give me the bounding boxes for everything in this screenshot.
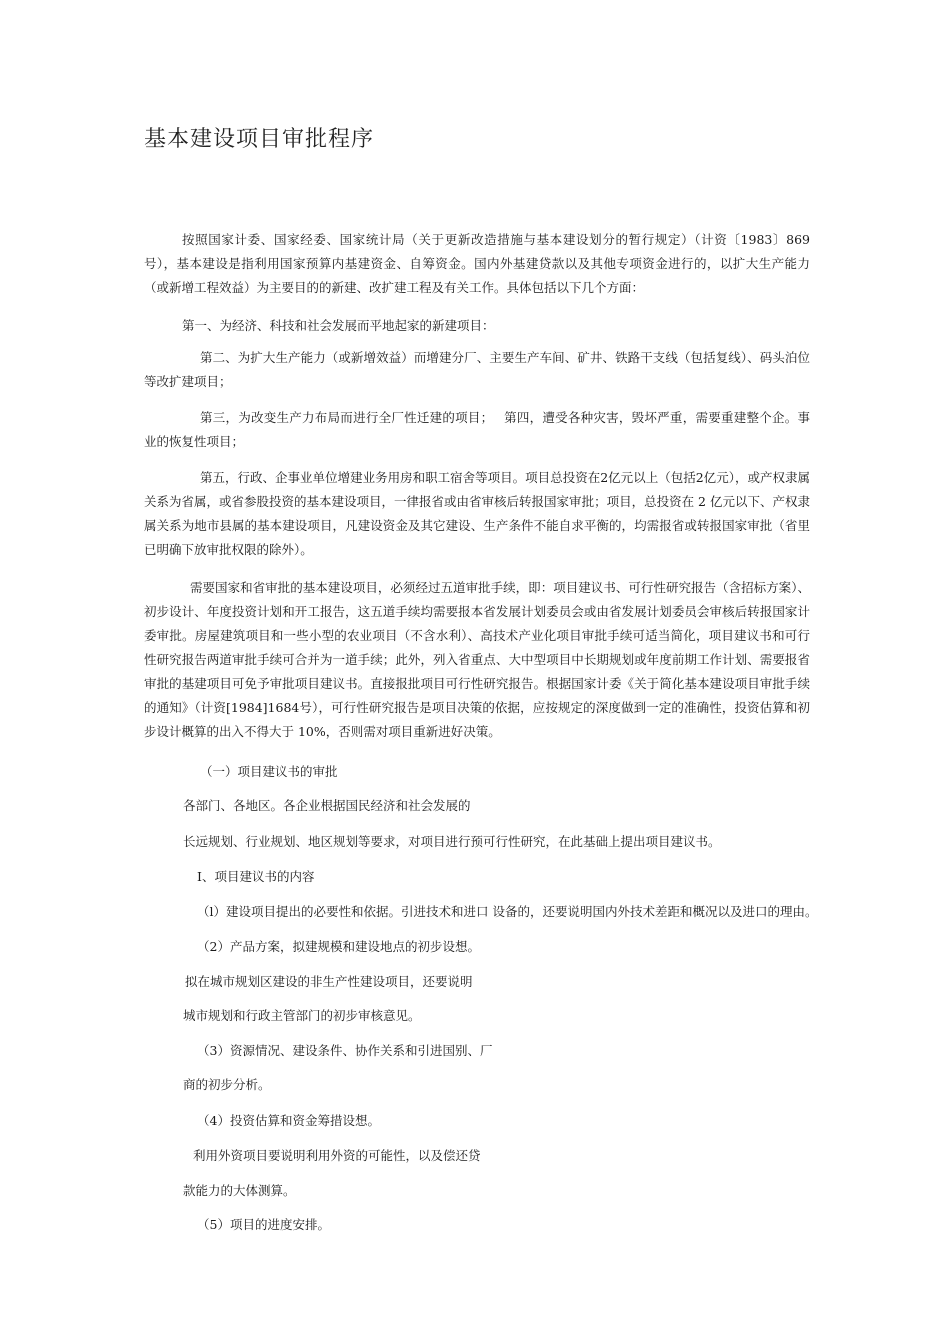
text-line: 款能力的大体测算。 xyxy=(183,1183,296,1198)
text-line: 利用外资项目要说明利用外资的可能性，以及偿还贷 xyxy=(193,1148,481,1163)
text-line: 城市规划和行政主管部门的初步审核意见。 xyxy=(183,1008,421,1023)
text-line: 长远规划、行业规划、地区规划等要求，对项目进行预可行性研究，在此基础上提出项目建议书。 xyxy=(183,834,721,849)
list-item-4: （4）投资估算和资金筹措设想。 xyxy=(197,1113,380,1128)
paragraph-approval-procedure: 需要国家和省审批的基本建设项目，必须经过五道审批手续，即：项目建议书、可行性研究报告（含招标方案）、初步设计、年度投资计划和开工报告，这五道手续均需要报本省发展计划委员会或由省发展计划委员会审核后转报国家计委审批。房屋建筑项目和一些小型的农业项目（不含水利）、高技术产业化项目审批手续可适当简化，项目建议书和可行性研究报告两道审批手续可合并为一道手续；此外，列入省重点、大中型项目中长期规划或年度前期工作计划、需要报省审批的基建项目可免予审批项目建议书。直接报批项目可行性研究报告。根据国家计委《关于简化基本建设项目审批手续的通知》（计资[1984]1684号），可行性研究报告是项目决策的依据，应按规定的深度做到一定的准确性，投资估算和初步设计概算的出入不得大于 10%，否则需对项目重新进好决策。 xyxy=(144,580,810,739)
paragraph-item-1: 第一、为经济、科技和社会发展而平地起家的新建项目： xyxy=(182,318,495,333)
paragraph-item-5: 第五，行政、企事业单位增建业务用房和职工宿舍等项目。项目总投资在2亿元以上（包括2亿元），或产权隶属关系为省属，或省参股投资的基本建设项目，一律报省或由省审核后转报国家审批；项目，总投资在 2 亿元以下、产权隶属关系为地市县属的基本建设项目，凡建设资金及其它建设、生产条件不能自求平衡的，均需报省或转报国家审批（省里已明确下放审批权限的除外）。 xyxy=(144,470,810,557)
text-line: 各部门、各地区。各企业根据国民经济和社会发展的 xyxy=(183,798,471,813)
paragraph-intro: 按照国家计委、国家经委、国家统计局（关于更新改造措施与基本建设划分的暂行规定）（计资〔1983〕869号），基本建设是指利用国家预算内基建资金、自筹资金。国内外基建贷款以及其他专项资金进行的，以扩大生产能力（或新增工程效益）为主要目的的新建、改扩建工程及有关工作。具体包括以下几个方面： xyxy=(144,232,810,295)
paragraph-item-2: 第二、为扩大生产能力（或新增效益）而增建分厂、主要生产车间、矿井、铁路干支线（包括复线）、码头泊位等改扩建项目； xyxy=(144,350,810,389)
list-item-3: （3）资源情况、建设条件、协作关系和引进国别、厂 xyxy=(197,1043,493,1058)
subheading-proposal-content: Ⅰ、项目建议书的内容 xyxy=(197,869,315,884)
list-item-1: （l）建设项目提出的必要性和依据。引进技术和进口 设备的，还要说明国内外技术差距和概况以及进口的理由。 xyxy=(197,904,818,919)
list-item-2: （2）产品方案，拟建规模和建设地点的初步设想。 xyxy=(197,939,480,954)
paragraph-item-3-4: 第三，为改变生产力布局而进行全厂性迁建的项目； 第四，遭受各种灾害，毁坏严重，需要重建整个企。事业的恢复性项目； xyxy=(144,410,810,449)
text-line: 拟在城市规划区建设的非生产性建设项目，还要说明 xyxy=(185,974,473,989)
text-line: 商的初步分析。 xyxy=(183,1077,271,1092)
section-heading-proposal-approval: （一）项目建议书的审批 xyxy=(200,764,338,779)
document-title: 基本建设项目审批程序 xyxy=(144,127,375,152)
list-item-5: （5）项目的进度安排。 xyxy=(197,1217,330,1232)
